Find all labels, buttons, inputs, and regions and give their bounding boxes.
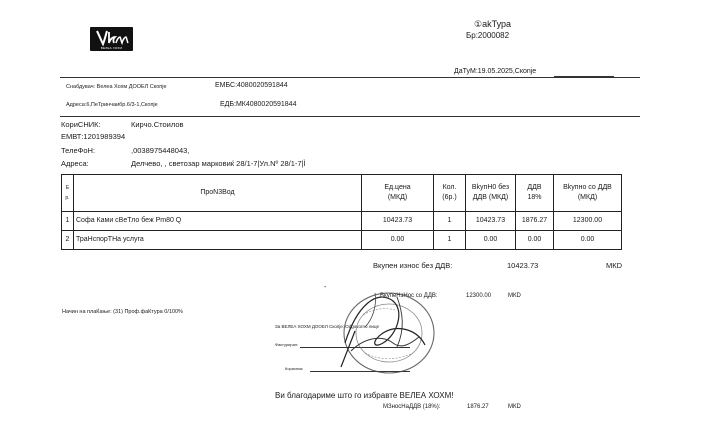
thank-you-message: Ви благодариме што го избравте ВЕЛЕА ХОХМ! [275, 391, 454, 400]
vat-amount-value: 1876.27 [467, 404, 489, 410]
company-logo [90, 27, 133, 51]
cell-qty: 1 [434, 231, 466, 250]
total-with-vat-label: ВкупеНзНос со ДДВ: [380, 293, 438, 299]
header-qty: Кол. (6р.) [434, 175, 466, 212]
signature-received-by: Корисник: [285, 366, 304, 371]
cell-product: Софа Ками сВеТло беж Рm80 Q [74, 212, 362, 231]
supplier-embs: ЕМБС:4080020591844 [215, 82, 288, 89]
total-with-vat-currency: МКD [508, 293, 521, 299]
header-rb: Е р. [62, 175, 74, 212]
company-stamp [335, 283, 439, 384]
cell-vat: 0.00 [516, 231, 554, 250]
customer-phone-label: ТелеФоН: [61, 146, 96, 155]
header-rule-top [60, 77, 640, 78]
table-row [62, 231, 622, 250]
customer-user-value: Кирчо.Стоилов [131, 120, 184, 129]
cell-total-no-vat: 10423.73 [466, 212, 516, 231]
invoice-number: Бр:2000082 [466, 31, 510, 40]
payment-note: Начин на плаЌање: (31) Проф.фаКтура 0/100% [62, 309, 183, 315]
total-with-vat-value: 12300.00 [466, 293, 492, 299]
header-unit-price: Ед.цена (МКД) [362, 175, 434, 212]
supplier-edb: ЕДБ:МК4080020591844 [220, 101, 297, 108]
cell-total-with-vat: 12300.00 [554, 212, 622, 231]
customer-address-label: Адреса: [61, 159, 89, 168]
invoice-title: ①akТура [474, 19, 511, 29]
header-total-with-vat: Вkупно со ДДВ (МКД) [554, 175, 622, 212]
customer-user-label: КориСНИК: [61, 120, 101, 129]
cell-unit-price: 0.00 [362, 231, 434, 250]
vat-amount-currency: МКD [508, 404, 521, 410]
total-no-vat-value: 10423.73 [507, 261, 539, 270]
total-no-vat-label: Вкупен износ без ДДВ: [373, 261, 453, 270]
logo-text: ВЕЛЕА ХОХМ [100, 46, 123, 50]
cell-total-no-vat: 0.00 [466, 231, 516, 250]
header-vat: ДДВ 18% [516, 175, 554, 212]
signature-company-line: За ВЕЛЕА ХОХМ ДООЕЛ Скопје: Оdgovorno лице [275, 324, 379, 329]
customer-address-value: Делчево, , светозар марковиќ 28/1-7|Ул.Nº 28/1-7|Ì [131, 159, 306, 168]
supplier-address: Адреса:6,ПеТринчаибр.6/3-1,Скопје [66, 102, 158, 108]
customer-embt: ЕМВТ:1201989394 [61, 132, 126, 141]
table-header-row [62, 175, 622, 212]
invoice-date: ДаТуМ:19.05.2025,Скоnje [454, 68, 537, 75]
items-table [61, 174, 622, 250]
cell-product: ТраНспорТНа услуга [74, 231, 362, 250]
cell-total-with-vat: 0.00 [554, 231, 622, 250]
supplier-name: Снабдувач: Велеа Хохм ДООЕЛ Скопје [66, 84, 167, 90]
dash-mark: - [324, 284, 327, 291]
cell-rb: 1 [62, 212, 74, 231]
cell-vat: 1876.27 [516, 212, 554, 231]
stamp-seal-icon [335, 283, 439, 379]
header-product: ПроN3Вод [74, 175, 362, 212]
customer-phone-value: ,0038975448043, [131, 146, 190, 155]
cell-unit-price: 10423.73 [362, 212, 434, 231]
cell-rb: 2 [62, 231, 74, 250]
signature-issued-by: Фактурирал: [275, 342, 299, 347]
cell-qty: 1 [434, 212, 466, 231]
total-no-vat-currency: МКD [606, 261, 623, 270]
header-rule-bottom [60, 116, 640, 117]
vat-amount-label: МЗносНаДДВ (18%): [383, 404, 441, 410]
table-row [62, 212, 622, 231]
header-total-no-vat: ВkупН0 без ДДВ (МКД) [466, 175, 516, 212]
